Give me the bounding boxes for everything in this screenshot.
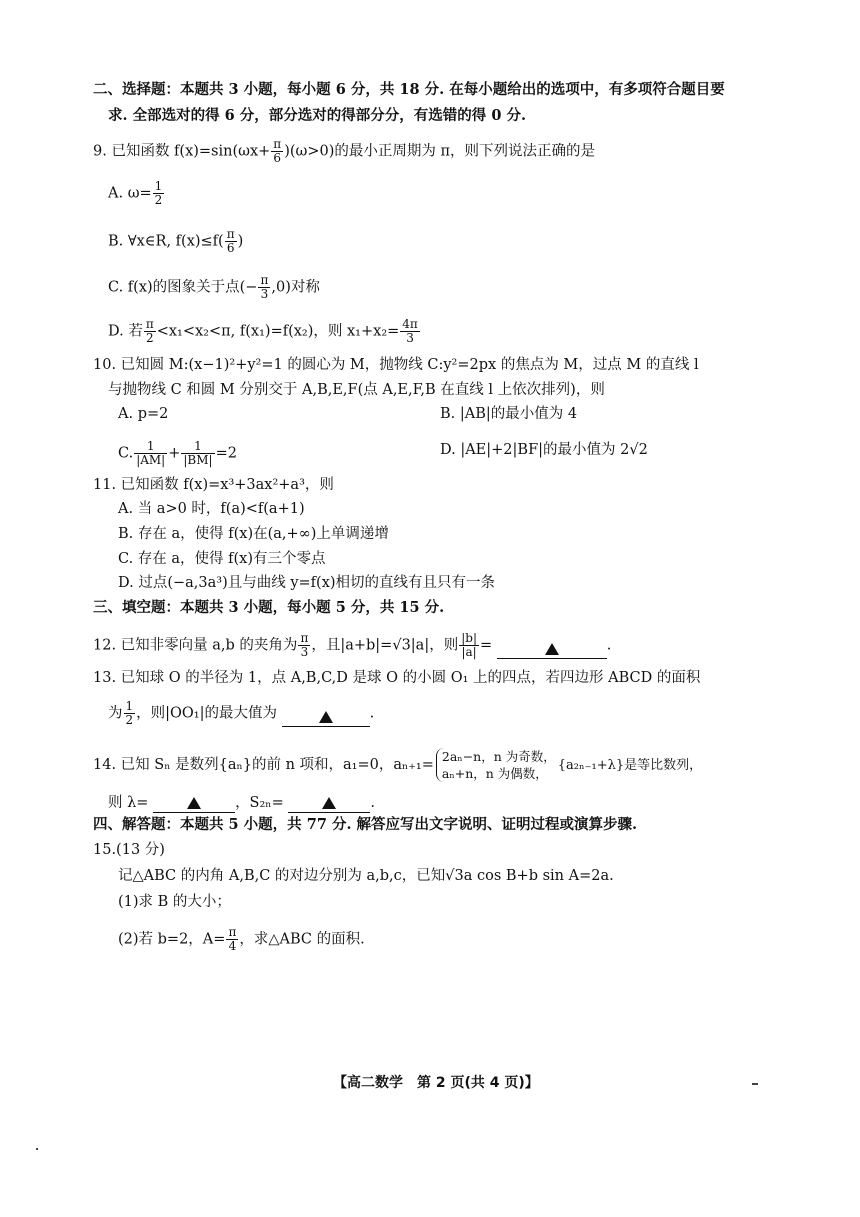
q14-s2n-blank[interactable] (288, 796, 370, 813)
q10-option-b: B. |AB|的最小值为 4 (440, 406, 578, 422)
q15-title: 15.(13 分) (93, 842, 165, 858)
triangle-icon (187, 797, 201, 809)
q10-option-a: A. p=2 (118, 406, 169, 422)
q14-stem: 14. 已知 Sₙ 是数列{aₙ}的前 n 项和，a₁=0，aₙ₊₁= 2aₙ−n，n 为奇数， aₙ+n，n 为偶数， {a₂ₙ₋₁+λ}是等比数列， (93, 749, 703, 781)
q10-stem-line1: 10. 已知圆 M:(x−1)²+y²=1 的圆心为 M，抛物线 C:y²=2px 的焦点为 M，过点 M 的直线 l (93, 357, 699, 373)
q15-part1: (1)求 B 的大小； (118, 894, 231, 910)
section2-heading-line2: 求. 全部选对的得 6 分，部分选对的得部分分，有选错的得 0 分. (108, 107, 527, 124)
q14-lambda-blank[interactable] (153, 796, 235, 813)
q11-option-b: B. 存在 a，使得 f(x)在(a,+∞)上单调递增 (118, 526, 389, 542)
q11-option-c: C. 存在 a，使得 f(x)有三个零点 (118, 551, 326, 567)
q9-option-b: B. ∀x∈R, f(x)≤f( $\frac{\pi}{6}$ ) (108, 227, 244, 255)
triangle-icon (319, 711, 333, 723)
section2-heading-line1: 二、选择题：本题共 3 小题，每小题 6 分，共 18 分. 在每小题给出的选项中，有多项符合题目要 (93, 81, 725, 98)
q11-stem: 11. 已知函数 f(x)=x³+3ax²+a³，则 (93, 477, 334, 493)
q15-stem: 记△ABC 的内角 A,B,C 的对边分别为 a,b,c，已知√3a cos B+b sin A=2a. (118, 868, 614, 884)
q13-stem-line1: 13. 已知球 O 的半径为 1，点 A,B,C,D 是球 O 的小圆 O₁ 上的四点，若四边形 ABCD 的面积 (93, 670, 701, 686)
q12-answer-blank[interactable] (497, 642, 607, 659)
triangle-icon (545, 643, 559, 655)
q14-piecewise-brace: 2aₙ−n，n 为奇数， aₙ+n，n 为偶数， (436, 748, 556, 782)
q12-stem: 12. 已知非零向量 a,b 的夹角为 $\frac{\pi}{3}$ ，且|a+b|=√3|a|，则 $\frac{|b|}{|a|}$ = . (93, 631, 612, 659)
section4-heading: 四、解答题：本题共 5 小题，共 77 分. 解答应写出文字说明、证明过程或演算步骤. (93, 816, 638, 833)
q10-option-d: D. |AE|+2|BF|的最小值为 2√2 (440, 442, 648, 458)
q11-option-d: D. 过点(−a,3a³)且与曲线 y=f(x)相切的直线有且只有一条 (118, 575, 496, 591)
q10-stem-line2: 与抛物线 C 和圆 M 分别交于 A,B,E,F(点 A,E,F,B 在直线 l 上依次排列)，则 (108, 382, 605, 398)
q9-option-d: D. 若 $\frac{\pi}{2}$ <x₁<x₂<π, f(x₁)=f(x₂)，则 x₁+x₂= $\frac{4\pi}{3}$ (108, 317, 418, 345)
q9-option-c: C. f(x)的图象关于点(− $\frac{\pi}{3}$ ,0)对称 (108, 273, 320, 301)
q13-answer-blank[interactable] (282, 710, 370, 727)
scan-speck (752, 1083, 758, 1085)
q10-option-c: C. $\frac{1}{|AM|}$ + $\frac{1}{|BM|}$ =2 (118, 439, 237, 467)
page-footer: 【高二数学 第 2 页(共 4 页)】 (333, 1075, 539, 1091)
q13-stem-line2: 为 $\frac{1}{2}$ ，则|OO₁|的最大值为 . (108, 699, 375, 727)
q15-part2: (2)若 b=2，A= $\frac{\pi}{4}$ ，求△ABC 的面积. (118, 925, 365, 953)
q9-stem: 9. 已知函数 f(x)=sin(ωx+ $\frac{\pi}{6}$ )(ω>0)的最小正周期为 π，则下列说法正确的是 (93, 137, 595, 165)
q9-option-a: A. ω= $\frac{1}{2}$ (108, 179, 163, 207)
triangle-icon (322, 797, 336, 809)
q14-blanks-line: 则 λ= ，S₂ₙ= . (108, 795, 375, 811)
q11-option-a: A. 当 a>0 时，f(a)<f(a+1) (118, 501, 305, 517)
section3-heading: 三、填空题：本题共 3 小题，每小题 5 分，共 15 分. (93, 599, 445, 616)
scan-speck (36, 1148, 38, 1150)
